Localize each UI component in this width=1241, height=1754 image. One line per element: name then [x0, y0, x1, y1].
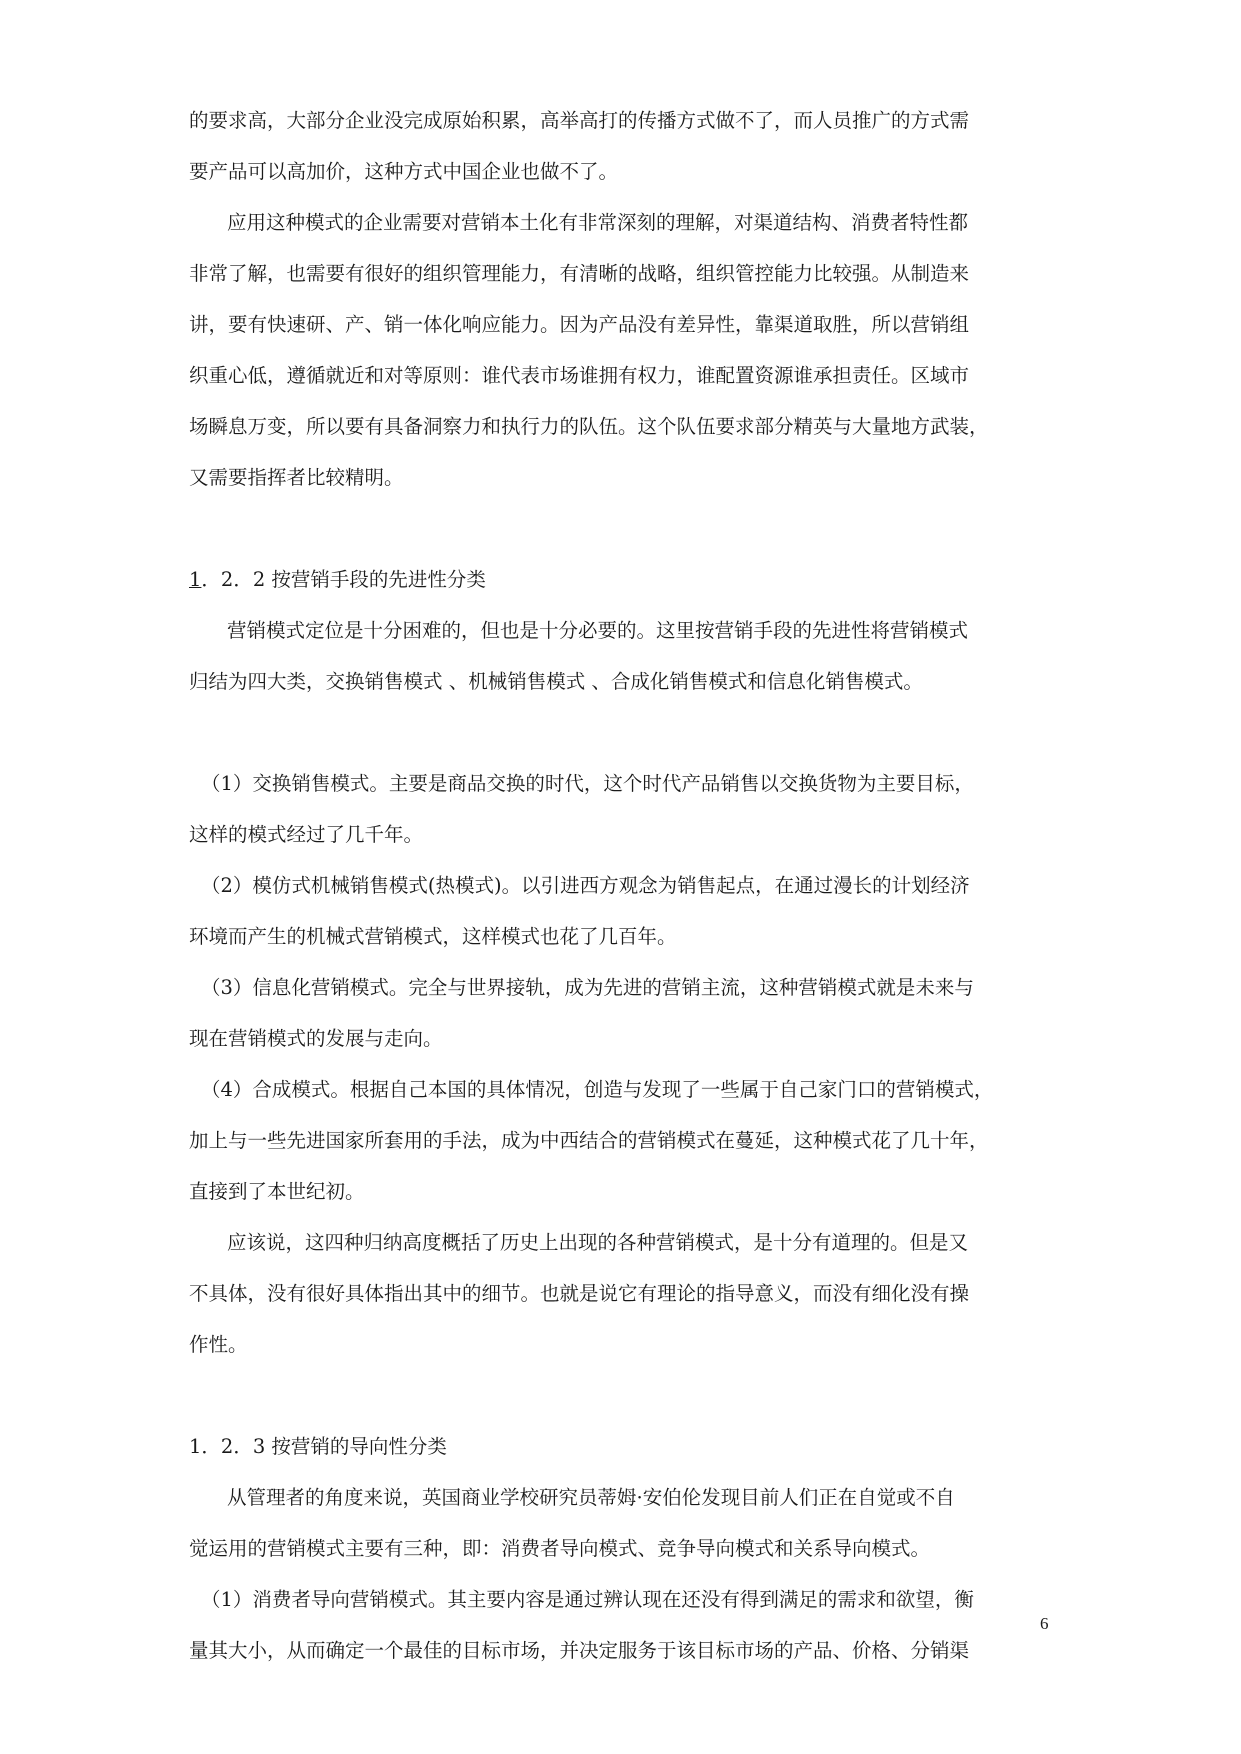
paragraph: [189, 605, 1053, 707]
list-item: [189, 860, 1053, 962]
paragraph: [189, 197, 1053, 503]
text-line: 营销模式定位是十分困难的，但也是十分必要的。这里按营销手段的先进性将营销模式: [227, 619, 969, 642]
section-heading-text: 1．2．3 按营销的导向性分类: [189, 1435, 447, 1458]
text-line: 不具体，没有很好具体指出其中的细节。也就是说它有理论的指导意义，而没有细化没有操: [189, 1282, 970, 1305]
text-line: 又需要指挥者比较精明。: [189, 466, 404, 489]
text-line: 织重心低，遵循就近和对等原则：谁代表市场谁拥有权力，谁配置资源谁承担责任。区域市: [189, 364, 970, 387]
blank-gap: [189, 707, 1053, 758]
text-line: 场瞬息万变，所以要有具备洞察力和执行力的队伍。这个队伍要求部分精英与大量地方武装，: [189, 415, 989, 438]
text-line: 的要求高，大部分企业没完成原始积累，高举高打的传播方式做不了，而人员推广的方式需: [189, 109, 970, 132]
text-line: （4）合成模式。根据自己本国的具体情况，创造与发现了一些属于自己家门口的营销模式，: [201, 1078, 994, 1101]
text-line: （2）模仿式机械销售模式(热模式)。以引进西方观念为销售起点，在通过漫长的计划经济: [201, 874, 970, 897]
list-item: [189, 1064, 1053, 1217]
list-item: [189, 1574, 1053, 1676]
text-line: （1）交换销售模式。主要是商品交换的时代，这个时代产品销售以交换货物为主要目标，: [201, 772, 974, 795]
list-item: [189, 758, 1053, 860]
text-line: 非常了解，也需要有很好的组织管理能力，有清晰的战略，组织管控能力比较强。从制造来: [189, 262, 970, 285]
text-line: 从管理者的角度来说，英国商业学校研究员蒂姆·安伯伦发现目前人们正在自觉或不自: [227, 1486, 955, 1509]
text-line: 环境而产生的机械式营销模式，这样模式也花了几百年。: [189, 925, 677, 948]
section-heading: [189, 1421, 1053, 1472]
text-line: 加上与一些先进国家所套用的手法，成为中西结合的营销模式在蔓延，这种模式花了几十年，: [189, 1129, 989, 1152]
text-line: 要产品可以高加价，这种方式中国企业也做不了。: [189, 160, 619, 183]
text-line: 讲，要有快速研、产、销一体化响应能力。因为产品没有差异性，靠渠道取胜，所以营销组: [189, 313, 970, 336]
section-heading: [189, 554, 1053, 605]
section-number-link[interactable]: 1: [189, 568, 202, 591]
paragraph: [189, 95, 1053, 197]
text-line: 归结为四大类，交换销售模式 、机械销售模式 、合成化销售模式和信息化销售模式。: [189, 670, 923, 693]
text-line: （1）消费者导向营销模式。其主要内容是通过辨认现在还没有得到满足的需求和欲望，衡: [201, 1588, 974, 1611]
text-line: 作性。: [189, 1333, 248, 1356]
page-number: 6: [1040, 1614, 1049, 1633]
text-line: 应该说，这四种归纳高度概括了历史上出现的各种营销模式，是十分有道理的。但是又: [227, 1231, 969, 1254]
list-item: [189, 962, 1053, 1064]
text-line: 量其大小，从而确定一个最佳的目标市场，并决定服务于该目标市场的产品、价格、分销渠: [189, 1639, 970, 1662]
paragraph: [189, 1217, 1053, 1370]
text-column: [189, 95, 1053, 1676]
section-heading-text: ．2．2 按营销手段的先进性分类: [201, 568, 486, 591]
paragraph: [189, 1472, 1053, 1574]
text-line: 这样的模式经过了几千年。: [189, 823, 424, 846]
text-line: 应用这种模式的企业需要对营销本土化有非常深刻的理解，对渠道结构、消费者特性都: [227, 211, 969, 234]
text-line: 觉运用的营销模式主要有三种，即：消费者导向模式、竞争导向模式和关系导向模式。: [189, 1537, 931, 1560]
text-line: 直接到了本世纪初。: [189, 1180, 365, 1203]
text-line: （3）信息化营销模式。完全与世界接轨，成为先进的营销主流，这种营销模式就是未来与: [201, 976, 974, 999]
blank-gap: [189, 1370, 1053, 1421]
blank-gap: [189, 503, 1053, 554]
text-line: 现在营销模式的发展与走向。: [189, 1027, 443, 1050]
